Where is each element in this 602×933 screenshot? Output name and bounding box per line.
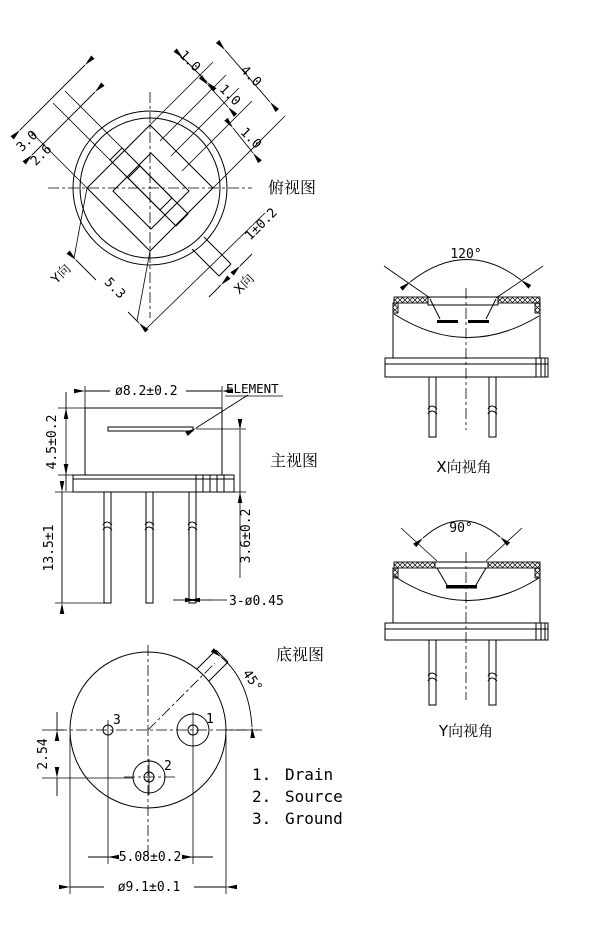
bottom-view-angle-dim — [221, 657, 262, 730]
dim-pin-diameter: 3-ø0.45 — [229, 594, 284, 609]
dim-pin-length: 13.5±1 — [42, 524, 57, 572]
dim-elements-inner: 2.6 — [27, 141, 56, 170]
y-axis-label: Y向 — [48, 261, 75, 288]
front-view-title: 主视图 — [270, 451, 319, 470]
y-view-hatch-corner-right — [535, 568, 540, 578]
dim-window-width: 4.0 — [236, 62, 265, 91]
y-view-pins — [428, 640, 497, 705]
x-view-flange — [385, 358, 548, 377]
x-view-hatch-left — [394, 297, 428, 303]
legend-item-num: 3. — [252, 809, 272, 828]
y-view-title: Y向视角 — [438, 722, 494, 740]
front-view-element-plate — [108, 427, 193, 431]
top-view-title: 俯视图 — [268, 178, 317, 197]
front-view-pins — [103, 492, 197, 603]
x-axis-label: X向 — [231, 271, 258, 298]
legend-item-name: Drain — [285, 765, 334, 784]
x-view-hatch-corner-left — [393, 303, 398, 313]
front-view-dimension-lines — [55, 386, 283, 603]
dim-x-fov-angle: 120° — [450, 247, 482, 262]
front-view — [42, 381, 318, 609]
y-view-flange — [385, 623, 548, 640]
top-view — [14, 48, 316, 330]
legend-item-num: 1. — [252, 765, 272, 784]
x-view-title: X向视角 — [436, 458, 492, 476]
x-direction-view — [384, 247, 548, 476]
top-view-tab — [192, 237, 231, 276]
dim-window-side: 5.3 — [100, 274, 129, 303]
legend-item-num: 2. — [252, 787, 272, 806]
x-view-pins — [428, 377, 497, 437]
dim-element-gap: 1.0 — [236, 124, 265, 153]
top-view-sensing-element-2 — [128, 166, 188, 226]
front-view-flange — [73, 475, 234, 492]
bottom-view-title: 底视图 — [276, 645, 325, 664]
pin1-number: 1 — [206, 712, 214, 727]
x-view-hatch-right — [498, 297, 540, 303]
dim-element-height: 3.6±0.2 — [239, 508, 254, 564]
front-view-cap-body — [85, 408, 222, 475]
dim-element-width-top: 1.0 — [175, 47, 204, 76]
top-view-inner-window-square — [113, 153, 189, 229]
y-view-window — [435, 562, 488, 589]
x-view-lens-curve — [394, 314, 539, 338]
y-view-hatch-left — [394, 562, 435, 568]
pin2-number: 2 — [164, 759, 172, 774]
dim-elements-span: 3.0 — [13, 127, 42, 156]
dim-y-fov-angle: 90° — [449, 521, 473, 536]
x-view-angle-dim — [384, 259, 543, 298]
dim-tab-width: 1±0.2 — [242, 205, 281, 244]
dim-cap-diameter: ø8.2±0.2 — [115, 384, 178, 399]
dim-tab-angle: 45° — [238, 667, 265, 695]
dim-pin-pitch: 2.54 — [36, 738, 51, 770]
dim-pin-span: 5.08±0.2 — [118, 850, 182, 865]
dim-cap-height: 4.5±0.2 — [45, 414, 60, 470]
bottom-view — [36, 645, 324, 895]
dim-element-width-mid: 1.0 — [215, 81, 244, 110]
legend-item-name: Ground — [285, 809, 343, 828]
element-label: ELEMENT — [226, 381, 279, 396]
dim-base-diameter: ø9.1±0.1 — [117, 880, 181, 895]
legend-item-name: Source — [285, 787, 343, 806]
top-view-sensing-element-1 — [110, 148, 172, 210]
y-view-hatch-right — [488, 562, 540, 568]
x-view-hatch-corner-right — [535, 303, 540, 313]
y-direction-view — [385, 521, 548, 740]
pin-legend — [252, 765, 343, 828]
pin3-number: 3 — [113, 713, 121, 728]
x-view-window — [428, 297, 498, 323]
